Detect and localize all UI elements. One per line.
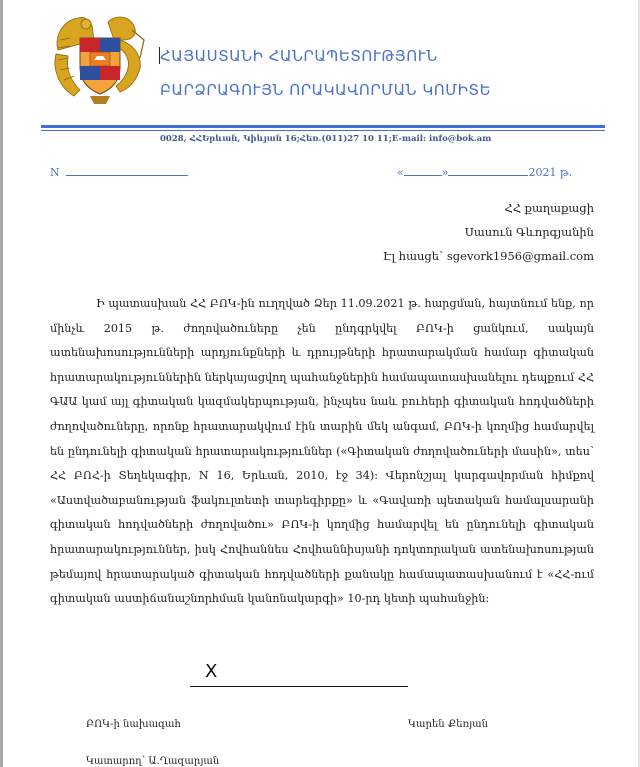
date-quote-close: » xyxy=(441,166,449,179)
month-blank xyxy=(448,165,528,176)
header-divider-thin xyxy=(41,130,605,131)
reference-date xyxy=(397,165,572,179)
org-name-line2: ԲԱՐՁՐԱԳՈՒՅՆ ՈՐԱԿԱՎՈՐՄԱՆ ԿՈՄԻՏԵ xyxy=(160,81,492,99)
signature-mark: X xyxy=(205,661,218,682)
day-blank xyxy=(404,165,442,176)
letter-body: Ի պատասխան ՀՀ ԲՈԿ-ին ուղղված Ձեր 11.09.2021 թ. հարցման, հայտնում ենք, որ մինչև 2015 թ. ժողովածուները չեն ընդգրկվել ԲՈԿ-ի ցանկում, սակայն ատենախոսությունների արդյունքների և դրույթների հրատարակման համար գիտական հրատարակություններին ներկայացվող պահանջներին համապատասխանելու դեպքում ՀՀ ԳԱԱ կամ այլ գիտական կազմակերպության, ինչպես նաև բուհերի գիտական հոդվածների ժողովածուները, որոնք հրատարակվում էին տարին մեկ անգամ, ԲՈԿ-ի կողմից համարվել են ընդունելի գիտական հրատարակություններ («Գիտական ժողովածուների մասին», տես՝ ՀՀ ԲՈՀ-ի Տեղեկագիր, N 16, Երևան, 2010, էջ 34): Վերոնշյալ կարգավորման հիմքով «Աստվածաբանության ֆակուլտետի տարեգիրքը» և «Գավառի պետական համալսարանի գիտական հոդվածների ժողովածու» ԲՈԿ-ի կողմից համարվել են ընդունելի գիտական հրատարակություններ, իսկ Հովհաննես Հովհաննիսյանի դոկտորական ատենախոսության թեմայով հրատարակած գիտական հոդվածների քանակը համապատասխանում է «ՀՀ-ում գիտական աստիճանաշնորհման կանոնակարգի» 10-րդ կետի պահանջին: xyxy=(50,297,594,606)
reference-number xyxy=(50,165,188,179)
signatory-name: Կարեն Քեռյան xyxy=(408,719,488,730)
signature-line xyxy=(190,686,408,687)
org-name-line1: ՀԱՅԱՍՏԱՆԻ ՀԱՆՐԱՊԵՏՈՒԹՅՈՒՆ xyxy=(160,47,438,65)
contact-info: 0028, ՀՀԵրևան, Կիևյան 16;Հեռ.(011)27 10 11;E-mail: info@bok.am xyxy=(160,134,492,144)
signatory-position: ԲՈԿ-ի նախագահ xyxy=(86,719,181,730)
date-year: 2021 թ. xyxy=(528,166,573,179)
date-quote-open: « xyxy=(397,166,404,179)
header-divider-thick xyxy=(41,125,605,128)
coat-of-arms-icon xyxy=(50,10,150,108)
number-label: N xyxy=(50,166,60,179)
addressee-name: Սասուն Գևորգյանին xyxy=(464,225,594,239)
number-blank xyxy=(66,165,188,176)
executor-line: Կատարող՝ Ա.Ղազարյան xyxy=(86,756,220,767)
page-left-edge xyxy=(0,0,3,767)
addressee-email: Էլ հասցե՝ sgevork1956@gmail.com xyxy=(382,249,594,263)
addressee-title: ՀՀ քաղաքացի xyxy=(504,201,594,215)
